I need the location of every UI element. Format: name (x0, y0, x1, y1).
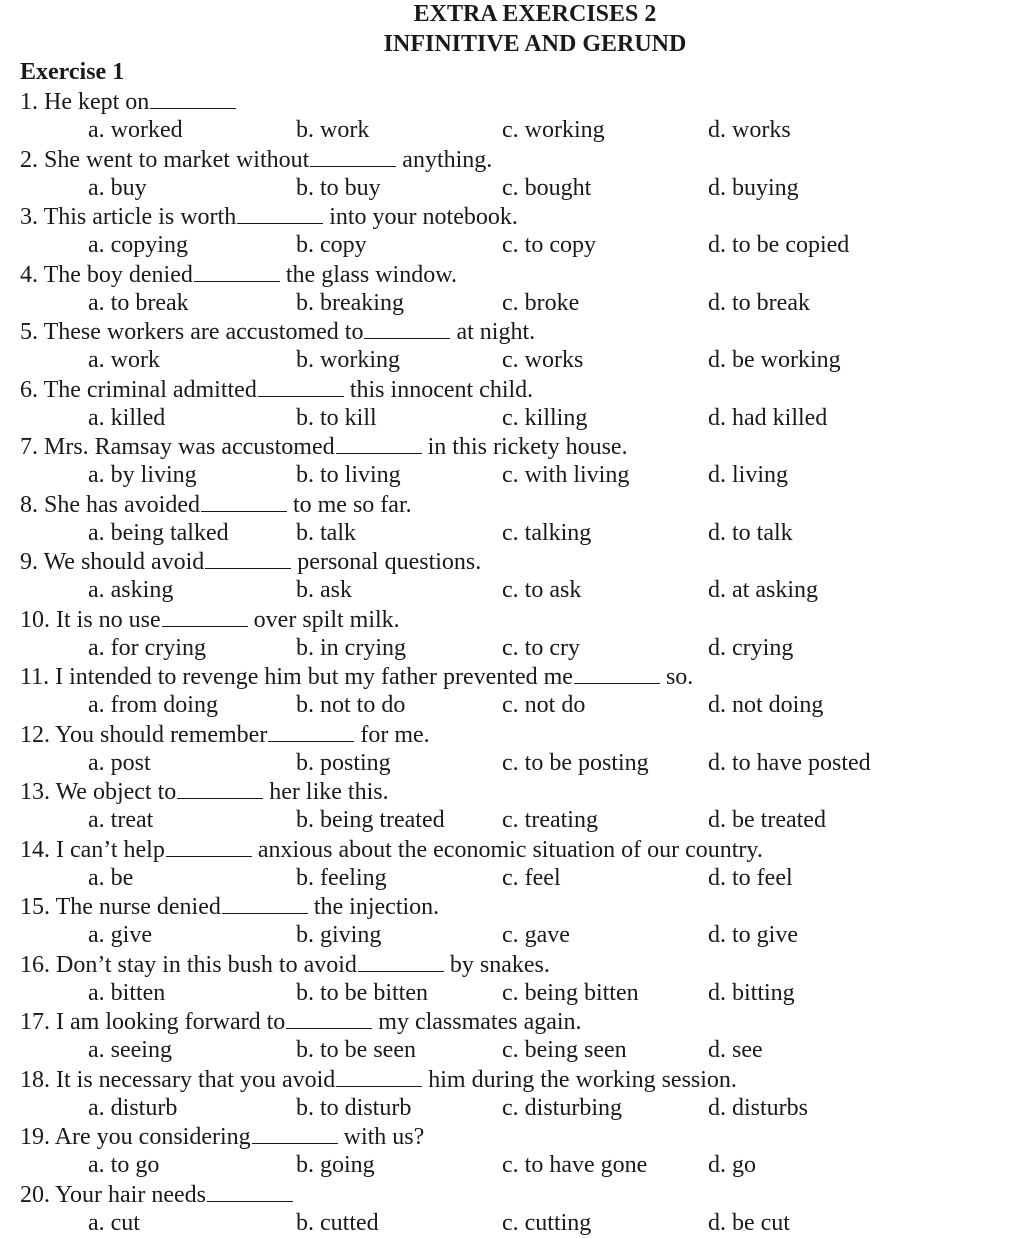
question-item (0, 721, 1024, 779)
question-number: 19. (20, 1124, 50, 1150)
question-number: 17. (20, 1009, 50, 1035)
answer-blank[interactable] (194, 265, 280, 282)
question-text-before: The boy denied (44, 262, 193, 288)
answer-option[interactable]: c. bought (502, 174, 591, 202)
question-item (0, 548, 1024, 606)
answer-option[interactable]: d. had killed (708, 404, 827, 432)
answer-option[interactable]: c. working (502, 116, 605, 144)
question-text-before: Mrs. Ramsay was accustomed (44, 434, 335, 460)
question-item (0, 663, 1024, 721)
question-item (0, 606, 1024, 664)
answer-option[interactable]: c. being seen (502, 1036, 627, 1064)
answer-option[interactable]: c. talking (502, 519, 591, 547)
answer-option[interactable]: d. to have posted (708, 749, 871, 777)
answer-option[interactable]: b. not to do (296, 691, 405, 719)
question-text-before: These workers are accustomed to (44, 319, 364, 345)
question-number: 20. (20, 1182, 50, 1208)
answer-option[interactable]: b. to buy (296, 174, 381, 202)
answer-option[interactable]: d. be treated (708, 806, 826, 834)
question-text-after: the glass window. (286, 262, 457, 288)
answer-option[interactable]: d. living (708, 461, 788, 489)
question-text-before: It is necessary that you avoid (56, 1067, 335, 1093)
question-item (0, 88, 1024, 146)
question-text-before: I am looking forward to (56, 1009, 285, 1035)
question-text-after: by snakes. (450, 952, 550, 978)
question-stem (20, 893, 439, 921)
question-item (0, 1008, 1024, 1066)
answer-option[interactable]: a. post (88, 749, 151, 777)
answer-option[interactable]: c. to have gone (502, 1151, 647, 1179)
answer-option[interactable]: c. being bitten (502, 979, 639, 1007)
answer-option[interactable]: b. work (296, 116, 369, 144)
answer-option[interactable]: a. to go (88, 1151, 159, 1179)
answer-option[interactable]: d. to give (708, 921, 798, 949)
worksheet-subtitle: INFINITIVE AND GERUND (0, 31, 1024, 58)
question-stem (20, 146, 492, 174)
answer-option[interactable]: b. giving (296, 921, 381, 949)
answer-blank[interactable] (358, 955, 444, 972)
question-stem (20, 88, 242, 116)
question-text-after: at night. (456, 319, 535, 345)
answer-option[interactable]: a. by living (88, 461, 197, 489)
question-item (0, 318, 1024, 376)
answer-option[interactable]: d. bitting (708, 979, 795, 1007)
answer-option[interactable]: c. gave (502, 921, 570, 949)
question-item (0, 1123, 1024, 1181)
answer-blank[interactable] (252, 1127, 338, 1144)
question-number: 7. (20, 434, 38, 460)
question-text-after: with us? (344, 1124, 425, 1150)
answer-option[interactable]: c. disturbing (502, 1094, 622, 1122)
answer-option[interactable]: a. asking (88, 576, 173, 604)
answer-option[interactable]: a. worked (88, 116, 183, 144)
question-stem (20, 203, 518, 231)
answer-option[interactable]: d. be cut (708, 1209, 790, 1237)
answer-option[interactable]: c. to copy (502, 231, 596, 259)
question-stem (20, 548, 481, 576)
question-text-after: for me. (360, 722, 429, 748)
answer-option[interactable]: a. for crying (88, 634, 206, 662)
question-text-before: Don’t stay in this bush to avoid (56, 952, 357, 978)
question-text-after: over spilt milk. (254, 607, 400, 633)
question-text-before: We should avoid (44, 549, 205, 575)
question-item (0, 433, 1024, 491)
question-number: 12. (20, 722, 50, 748)
answer-option[interactable]: d. buying (708, 174, 799, 202)
question-number: 5. (20, 319, 38, 345)
question-stem (20, 261, 457, 289)
exercise-label: Exercise 1 (20, 59, 124, 86)
answer-option[interactable]: b. feeling (296, 864, 387, 892)
question-number: 18. (20, 1067, 50, 1093)
answer-blank[interactable] (150, 92, 236, 109)
question-number: 1. (20, 89, 38, 115)
answer-option[interactable]: c. to be posting (502, 749, 649, 777)
question-stem (20, 721, 430, 749)
answer-option[interactable]: c. treating (502, 806, 598, 834)
question-text-after: to me so far. (293, 492, 412, 518)
question-item (0, 261, 1024, 319)
answer-option[interactable]: b. to be seen (296, 1036, 416, 1064)
question-item (0, 951, 1024, 1009)
question-item (0, 1181, 1024, 1238)
question-stem (20, 491, 412, 519)
answer-option[interactable]: d. to feel (708, 864, 793, 892)
question-number: 6. (20, 377, 38, 403)
answer-option[interactable]: b. talk (296, 519, 356, 547)
question-stem (20, 836, 763, 864)
question-number: 9. (20, 549, 38, 575)
question-stem (20, 318, 535, 346)
question-text-before: I can’t help (56, 837, 165, 863)
question-number: 11. (20, 664, 49, 690)
answer-option[interactable]: a. killed (88, 404, 165, 432)
question-item (0, 1066, 1024, 1124)
answer-option[interactable]: c. works (502, 346, 583, 374)
answer-option[interactable]: c. to cry (502, 634, 580, 662)
answer-option[interactable]: b. going (296, 1151, 375, 1179)
answer-option[interactable]: a. copying (88, 231, 188, 259)
answer-option[interactable]: b. copy (296, 231, 367, 259)
answer-option[interactable]: b. to disturb (296, 1094, 411, 1122)
answer-option[interactable]: b. to kill (296, 404, 377, 432)
question-stem (20, 433, 628, 461)
answer-option[interactable]: d. not doing (708, 691, 823, 719)
question-text-after: my classmates again. (378, 1009, 581, 1035)
answer-option[interactable]: a. cut (88, 1209, 140, 1237)
question-stem (20, 1181, 299, 1209)
question-stem (20, 778, 389, 806)
answer-option[interactable]: d. works (708, 116, 791, 144)
answer-option[interactable]: a. to break (88, 289, 189, 317)
question-text-after: anything. (402, 147, 492, 173)
answer-option[interactable]: c. killing (502, 404, 587, 432)
answer-option[interactable]: a. give (88, 921, 152, 949)
question-number: 2. (20, 147, 38, 173)
worksheet-title: EXTRA EXERCISES 2 (0, 1, 1024, 28)
question-list (0, 88, 1024, 1238)
question-item (0, 376, 1024, 434)
answer-option[interactable]: c. broke (502, 289, 579, 317)
answer-blank[interactable] (268, 725, 354, 742)
answer-option[interactable]: b. to living (296, 461, 401, 489)
question-text-before: He kept on (44, 89, 149, 115)
question-item (0, 893, 1024, 951)
question-number: 15. (20, 894, 50, 920)
answer-blank[interactable] (177, 782, 263, 799)
answer-option[interactable]: d. at asking (708, 576, 818, 604)
answer-blank[interactable] (286, 1012, 372, 1029)
answer-blank[interactable] (201, 495, 287, 512)
question-text-before: It is no use (56, 607, 161, 633)
answer-blank[interactable] (310, 150, 396, 167)
question-number: 4. (20, 262, 38, 288)
question-number: 3. (20, 204, 38, 230)
question-number: 16. (20, 952, 50, 978)
answer-option[interactable]: c. cutting (502, 1209, 591, 1237)
answer-option[interactable]: d. go (708, 1151, 756, 1179)
question-item (0, 491, 1024, 549)
question-text-before: We object to (56, 779, 177, 805)
question-text-after: him during the working session. (428, 1067, 737, 1093)
question-text-before: Your hair needs (55, 1182, 206, 1208)
question-stem (20, 1066, 737, 1094)
question-text-before: The criminal admitted (44, 377, 257, 403)
answer-option[interactable]: b. breaking (296, 289, 404, 317)
question-number: 14. (20, 837, 50, 863)
question-text-after: this innocent child. (350, 377, 533, 403)
answer-option[interactable]: c. feel (502, 864, 561, 892)
answer-option[interactable]: b. to be bitten (296, 979, 428, 1007)
question-stem (20, 1008, 582, 1036)
answer-option[interactable]: c. not do (502, 691, 585, 719)
question-text-before: The nurse denied (56, 894, 221, 920)
answer-blank[interactable] (207, 1185, 293, 1202)
question-item (0, 778, 1024, 836)
question-text-before: She went to market without (44, 147, 309, 173)
answer-blank[interactable] (162, 610, 248, 627)
answer-option[interactable]: d. to talk (708, 519, 793, 547)
answer-option[interactable]: a. from doing (88, 691, 218, 719)
answer-option[interactable]: d. to be copied (708, 231, 849, 259)
answer-option[interactable]: b. being treated (296, 806, 445, 834)
answer-option[interactable]: b. in crying (296, 634, 406, 662)
question-stem (20, 663, 693, 691)
question-text-after: so. (666, 664, 693, 690)
question-number: 8. (20, 492, 38, 518)
question-text-before: This article is worth (44, 204, 237, 230)
question-text-before: Are you considering (55, 1124, 251, 1150)
answer-option[interactable]: b. posting (296, 749, 391, 777)
question-item (0, 146, 1024, 204)
question-number: 10. (20, 607, 50, 633)
answer-blank[interactable] (166, 840, 252, 857)
question-stem (20, 1123, 424, 1151)
answer-blank[interactable] (237, 207, 323, 224)
answer-option[interactable]: c. to ask (502, 576, 581, 604)
answer-blank[interactable] (205, 552, 291, 569)
answer-option[interactable]: d. to break (708, 289, 810, 317)
answer-option[interactable]: b. ask (296, 576, 352, 604)
question-text-before: I intended to revenge him but my father prevented me (55, 664, 573, 690)
answer-option[interactable]: a. buy (88, 174, 147, 202)
question-text-after: her like this. (269, 779, 388, 805)
question-item (0, 203, 1024, 261)
answer-blank[interactable] (222, 897, 308, 914)
question-stem (20, 606, 400, 634)
question-stem (20, 376, 533, 404)
answer-option[interactable]: a. seeing (88, 1036, 172, 1064)
question-text-before: She has avoided (44, 492, 200, 518)
answer-option[interactable]: d. be working (708, 346, 841, 374)
question-text-before: You should remember (55, 722, 267, 748)
question-item (0, 836, 1024, 894)
answer-option[interactable]: a. work (88, 346, 160, 374)
question-text-after: personal questions. (297, 549, 481, 575)
question-stem (20, 951, 550, 979)
answer-blank[interactable] (336, 437, 422, 454)
question-text-after: into your notebook. (329, 204, 518, 230)
answer-option[interactable]: a. be (88, 864, 133, 892)
answer-option[interactable]: a. bitten (88, 979, 165, 1007)
answer-option[interactable]: b. cutted (296, 1209, 379, 1237)
answer-blank[interactable] (336, 1070, 422, 1087)
answer-option[interactable]: a. treat (88, 806, 153, 834)
answer-option[interactable]: b. working (296, 346, 400, 374)
answer-option[interactable]: d. crying (708, 634, 793, 662)
answer-blank[interactable] (364, 322, 450, 339)
question-number: 13. (20, 779, 50, 805)
answer-option[interactable]: a. being talked (88, 519, 229, 547)
answer-blank[interactable] (258, 380, 344, 397)
answer-option[interactable]: d. see (708, 1036, 763, 1064)
question-text-after: in this rickety house. (428, 434, 628, 460)
answer-option[interactable]: c. with living (502, 461, 629, 489)
question-text-after: anxious about the economic situation of our country. (258, 837, 763, 863)
question-text-after: the injection. (314, 894, 439, 920)
answer-option[interactable]: a. disturb (88, 1094, 177, 1122)
answer-blank[interactable] (574, 667, 660, 684)
answer-option[interactable]: d. disturbs (708, 1094, 808, 1122)
